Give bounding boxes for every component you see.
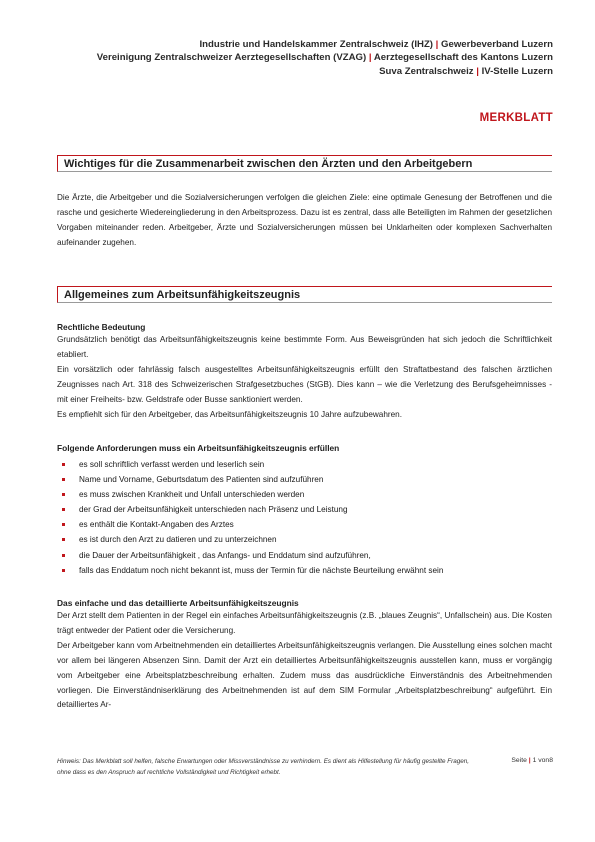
paragraph: Grundsätzlich benötigt das Arbeitsunfähigkeitszeugnis keine bestimmte Form. Aus Beweisgründen hat sich jedoch die Schriftlichkeit etabliert. [57, 335, 552, 359]
paragraph: Es empfiehlt sich für den Arbeitgeber, das Arbeitsunfähigkeitszeugnis 10 Jahre aufzubewahren. [57, 409, 402, 419]
list-item-text: der Grad der Arbeitsunfähigkeit unterschieden nach Präsenz und Leistung [79, 505, 348, 515]
rechtliche-bedeutung-text [57, 333, 552, 422]
list-item [57, 517, 552, 532]
page-current: 1 [532, 757, 537, 764]
subheading-anforderungen: Folgende Anforderungen muss ein Arbeitsunfähigkeitszeugnis erfüllen [57, 443, 340, 453]
bullet-icon [62, 508, 65, 511]
org-ihz: Industrie und Handelskammer Zentralschweiz (IHZ) [199, 39, 433, 50]
paragraph: Der Arbeitgeber kann vom Arbeitnehmenden ein detailliertes Arbeitsunfähigkeitszeugnis verlangen. Die Ausstellung eines solchen macht vor allem bei längeren Absenzen Sinn. Damit der Arzt ein detailliertes Arbeitsunfähigkeitszeugnis ausstellen kann, muss er vorgängig vom Arbeitgeber eine Arbeitsplatzbeschreibung erhalten. Zudem muss das ausdrückliche Einverständnis des Arbeitnehmenden vorliegen. Die Einverständniserklärung des Arbeitnehmenden ist auf dem SIM Formular „Arbeitsplatzbeschreibung“ aufgeführt. Ein detailliertes Ar- [57, 640, 552, 710]
header-separator: | [476, 65, 479, 77]
list-item [57, 457, 552, 472]
intro-paragraph: Die Ärzte, die Arbeitgeber und die Sozialversicherungen verfolgen die gleichen Ziele: eine optimale Genesung der Betroffenen und die rasche und gesicherte Wiedereingliederung in den Arbeitsprozess. Dazu ist es zentral, dass alle Beteiligten im Rahmen der gesetzlichen Vorgaben miteinander reden. Arbeitgeber, Ärzte und Sozialversicherungen müssen bei Unklarheiten oder komplexen Sachverhalten aufeinander zugehen. [57, 193, 552, 247]
list-item-text: es ist durch den Arzt zu datieren und zu unterzeichnen [79, 535, 277, 545]
bullet-icon [62, 493, 65, 496]
bullet-icon [62, 478, 65, 481]
requirements-list [57, 457, 552, 578]
einfach-detailliert-text [57, 609, 552, 713]
list-item [57, 563, 552, 578]
header-line-3 [97, 65, 553, 78]
bullet-icon [62, 554, 65, 557]
header-separator: | [435, 39, 439, 50]
header-line-1 [97, 38, 553, 51]
list-item-text: falls das Enddatum noch nicht bekannt ist, muss der Termin für die nächste Beurteilung erwähnt sein [79, 565, 444, 575]
section-heading-allgemeines: Allgemeines zum Arbeitsunfähigkeitszeugnis [57, 286, 552, 303]
bullet-icon [62, 569, 65, 572]
list-item [57, 502, 552, 517]
page-number [511, 757, 553, 764]
bullet-icon [62, 463, 65, 466]
org-gewerbeverband: Gewerbeverband Luzern [441, 39, 553, 50]
org-vzag: Vereinigung Zentralschweizer Aerztegesellschaften (VZAG) [96, 52, 367, 64]
paragraph: Der Arzt stellt dem Patienten in der Regel ein einfaches Arbeitsunfähigkeitszeugnis (z.B. „blaues Zeugnis“, Unfallschein) aus. Die Kosten trägt entweder der Patient oder die Versicherung. [57, 611, 552, 635]
page-total: 8 [549, 757, 553, 764]
list-item-text: die Dauer der Arbeitsunfähigkeit , das Anfangs- und Enddatum sind aufzuführen, [79, 550, 371, 560]
bullet-icon [62, 523, 65, 526]
org-aerztegesellschaft: Aerztegesellschaft des Kantons Luzern [373, 52, 553, 64]
list-item-text: Name und Vorname, Geburtsdatum des Patienten sind aufzuführen [79, 475, 324, 485]
page-of-label: von [538, 757, 550, 764]
page-label: Seite [511, 757, 527, 764]
section-heading-zusammenarbeit: Wichtiges für die Zusammenarbeit zwischen den Ärzten und den Arbeitgebern [57, 155, 552, 172]
list-item [57, 548, 552, 563]
page-separator: | [528, 757, 531, 764]
org-iv-stelle: IV-Stelle Luzern [481, 65, 553, 77]
list-item [57, 487, 552, 502]
subheading-rechtliche-bedeutung: Rechtliche Bedeutung [57, 322, 146, 332]
bullet-icon [62, 538, 65, 541]
footer-disclaimer: Hinweis: Das Merkblatt soll helfen, falsche Erwartungen oder Missverständnisse zu verhindern. Es dient als Hilfestellung für häufig gestellte Fragen, ohne dass es den Anspruch auf rechtliche Vollständigkeit und Richtigkeit erhebt. [57, 758, 469, 776]
list-item [57, 532, 552, 547]
organization-header [97, 38, 553, 78]
paragraph: Ein vorsätzlich oder fahrlässig falsch ausgestelltes Arbeitsunfähigkeitszeugnis erfüllt den Straftatbestand des falschen ärztlichen Zeugnisses nach Art. 318 des Schweizerischen Strafgesetzbuches (StGB). Dies kann – wie die Verletzung des Berufsgeheimnisses - mit einer Freiheits- bzw. Geldstrafe oder Busse sanktioniert werden. [57, 364, 552, 404]
list-item [57, 472, 552, 487]
header-separator: | [368, 52, 372, 64]
subheading-einfach-detailliert: Das einfache und das detaillierte Arbeitsunfähigkeitszeugnis [57, 598, 299, 608]
list-item-text: es soll schriftlich verfasst werden und leserlich sein [79, 460, 265, 469]
document-type-label: MERKBLATT [479, 112, 553, 124]
org-suva: Suva Zentralschweiz [379, 65, 474, 77]
list-item-text: es muss zwischen Krankheit und Unfall unterschieden werden [79, 490, 305, 500]
header-line-2 [97, 51, 553, 64]
list-item-text: es enthält die Kontakt-Angaben des Arztes [79, 520, 234, 530]
